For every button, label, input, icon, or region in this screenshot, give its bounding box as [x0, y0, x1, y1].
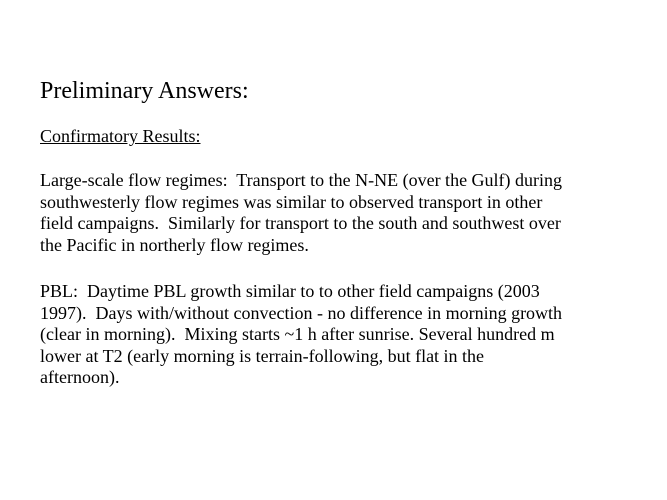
paragraph-line: southwesterly flow regimes was similar to observed transport in other: [40, 191, 543, 212]
paragraph-line: afternoon).: [40, 367, 120, 388]
paragraph-line: 1997). Days with/without convection - no difference in morning growth: [40, 302, 563, 323]
paragraph-line: Large-scale flow regimes: Transport to the N-NE (over the Gulf) during: [40, 170, 563, 190]
paragraph-line: (clear in morning). Mixing starts ~1 h after sunrise. Several hundred m: [40, 324, 555, 345]
paragraph-line: field campaigns. Similarly for transport to the south and southwest over: [40, 213, 561, 234]
paragraph-line: lower at T2 (early morning is terrain-following, but flat in the: [40, 345, 485, 366]
paragraph-line: the Pacific in northerly flow regimes.: [40, 234, 309, 255]
paragraph-line: PBL: Daytime PBL growth similar to to other field campaigns (2003: [40, 281, 540, 301]
slide-title: Preliminary Answers:: [40, 78, 249, 104]
paragraph-pbl: [40, 281, 562, 389]
section-heading-confirmatory-results: Confirmatory Results:: [40, 126, 201, 146]
paragraph-large-scale-flow-regimes: [40, 170, 562, 256]
